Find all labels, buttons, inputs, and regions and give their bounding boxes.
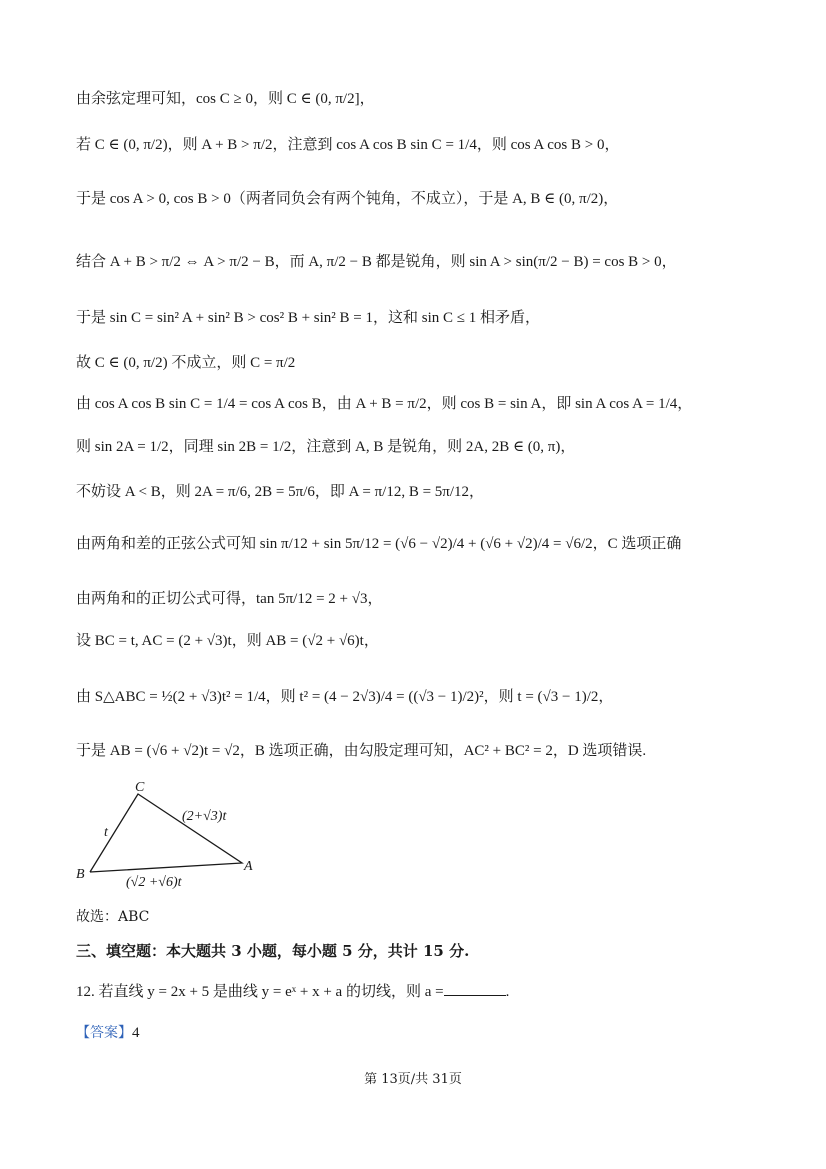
page-footer: 第 13页/共 31页	[364, 1072, 462, 1087]
vertex-c-label: C	[135, 780, 145, 795]
solution-line-2: 若 C ∈ (0, π/2)，则 A + B > π/2，注意到 cos A cos B sin C = 1/4，则 cos A cos B > 0，	[76, 137, 620, 153]
question-number: 12.	[76, 984, 95, 1000]
solution-line-4: 结合 A + B > π/2 ⇔ A > π/2 − B，而 A, π/2 − B 都是锐角，则 sin A > sin(π/2 − B) = cos B > 0，	[76, 254, 677, 270]
solution-line-11: 由两角和的正切公式可得，tan 5π/12 = 2 + √3，	[76, 591, 383, 607]
solution-line-5: 于是 sin C = sin² A + sin² B > cos² B + sin² B = 1，这和 sin C ≤ 1 相矛盾，	[76, 310, 540, 326]
question-12	[76, 982, 509, 1001]
solution-line-9: 不妨设 A < B，则 2A = π/6, 2B = 5π/6，即 A = π/12, B = 5π/12，	[76, 484, 485, 500]
answer-line	[76, 1024, 140, 1042]
solution-line-8: 则 sin 2A = 1/2，同理 sin 2B = 1/2，注意到 A, B 是锐角，则 2A, 2B ∈ (0, π)，	[76, 439, 576, 455]
solution-line-7: 由 cos A cos B sin C = 1/4 = cos A cos B，由 A + B = π/2，则 cos B = sin A，即 sin A cos A = 1/4，	[76, 396, 693, 412]
side-ac-label: (2+√3)t	[182, 809, 227, 824]
solution-line-10: 由两角和差的正弦公式可知 sin π/12 + sin 5π/12 = (√6 − √2)/4 + (√6 + √2)/4 = √6/2，C 选项正确	[76, 536, 682, 552]
triangle-shape	[90, 794, 242, 872]
section-heading: 三、填空题：本大题共 3 小题，每小题 5 分，共计 15 分.	[76, 942, 470, 960]
solution-line-6: 故 C ∈ (0, π/2) 不成立，则 C = π/2	[76, 355, 296, 371]
choice-line: 故选：ABC	[76, 909, 150, 925]
solution-line-1: 由余弦定理可知，cos C ≥ 0，则 C ∈ (0, π/2]，	[76, 91, 375, 107]
solution-line-14: 于是 AB = (√6 + √2)t = √2，B 选项正确，由勾股定理可知，AC² + BC² = 2，D 选项错误.	[76, 743, 647, 759]
solution-line-12: 设 BC = t, AC = (2 + √3)t，则 AB = (√2 + √6)t，	[76, 633, 379, 649]
side-ab-label: (√2 +√6)t	[126, 875, 182, 890]
answer-value: 4	[132, 1025, 140, 1041]
answer-tag: 【答案】	[76, 1025, 132, 1041]
answer-blank	[444, 982, 506, 996]
side-bc-label: t	[104, 825, 108, 840]
triangle-figure	[70, 774, 270, 894]
vertex-a-label: A	[244, 859, 253, 874]
solution-line-13: 由 S△ABC = ½(2 + √3)t² = 1/4，则 t² = (4 − 2√3)/4 = ((√3 − 1)/2)²，则 t = (√3 − 1)/2，	[76, 689, 614, 705]
question-end: .	[505, 984, 510, 1000]
solution-line-3: 于是 cos A > 0, cos B > 0（两者同负会有两个钝角，不成立），于是 A, B ∈ (0, π/2)，	[76, 191, 619, 207]
question-text: 若直线 y = 2x + 5 是曲线 y = eˣ + x + a 的切线，则 a =	[98, 984, 444, 1000]
vertex-b-label: B	[76, 867, 85, 882]
